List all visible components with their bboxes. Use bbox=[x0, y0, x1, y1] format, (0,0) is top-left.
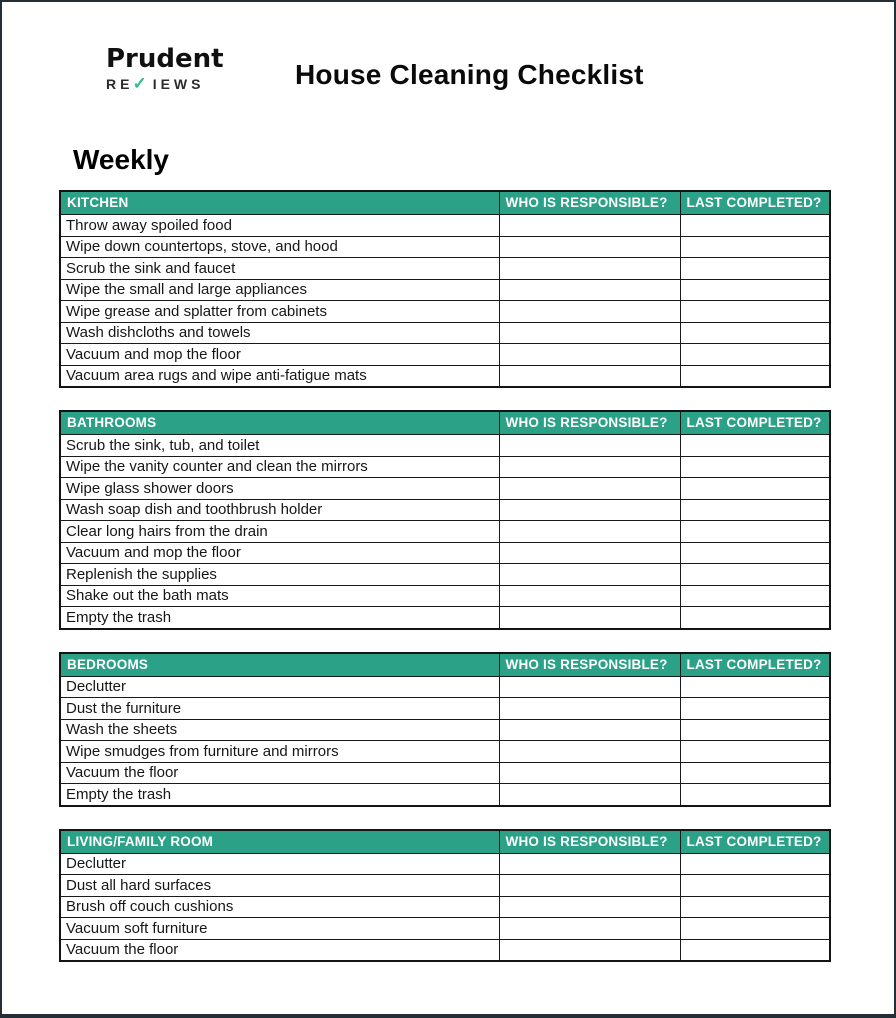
checkmark-icon: ✓ bbox=[132, 74, 151, 93]
section-header-cell: LIVING/FAMILY ROOM bbox=[60, 830, 499, 854]
last-cell bbox=[680, 435, 830, 457]
table-row bbox=[60, 435, 830, 457]
who-cell bbox=[499, 607, 680, 629]
table-row bbox=[60, 258, 830, 280]
task-cell: Wipe down countertops, stove, and hood bbox=[60, 236, 499, 258]
table-row bbox=[60, 875, 830, 897]
last-cell bbox=[680, 258, 830, 280]
who-cell bbox=[499, 365, 680, 387]
who-cell bbox=[499, 542, 680, 564]
last-cell bbox=[680, 676, 830, 698]
last-header-cell: LAST COMPLETED? bbox=[680, 830, 830, 854]
who-cell bbox=[499, 698, 680, 720]
task-cell: Replenish the supplies bbox=[60, 564, 499, 586]
last-cell bbox=[680, 853, 830, 875]
last-cell bbox=[680, 456, 830, 478]
who-cell bbox=[499, 258, 680, 280]
table-row bbox=[60, 564, 830, 586]
table-header-row bbox=[60, 191, 830, 215]
logo-reviews-suffix: IEWS bbox=[152, 75, 205, 92]
table-row bbox=[60, 456, 830, 478]
task-cell: Empty the trash bbox=[60, 607, 499, 629]
last-cell bbox=[680, 585, 830, 607]
who-cell bbox=[499, 719, 680, 741]
logo-brand-name: Prudent bbox=[106, 44, 224, 74]
checklist-table-living-family-room bbox=[59, 829, 831, 963]
task-cell: Empty the trash bbox=[60, 784, 499, 806]
tables bbox=[59, 190, 829, 984]
last-cell bbox=[680, 344, 830, 366]
table-header-row bbox=[60, 830, 830, 854]
last-cell bbox=[680, 719, 830, 741]
table-row bbox=[60, 236, 830, 258]
task-cell: Vacuum area rugs and wipe anti-fatigue mats bbox=[60, 365, 499, 387]
who-cell bbox=[499, 875, 680, 897]
table-row bbox=[60, 853, 830, 875]
who-cell bbox=[499, 456, 680, 478]
table-row bbox=[60, 344, 830, 366]
table-row bbox=[60, 585, 830, 607]
who-cell bbox=[499, 521, 680, 543]
task-cell: Wash dishcloths and towels bbox=[60, 322, 499, 344]
last-cell bbox=[680, 698, 830, 720]
last-cell bbox=[680, 478, 830, 500]
last-cell bbox=[680, 918, 830, 940]
who-cell bbox=[499, 499, 680, 521]
table-header-row bbox=[60, 653, 830, 677]
task-cell: Vacuum the floor bbox=[60, 762, 499, 784]
table-row bbox=[60, 215, 830, 237]
task-cell: Clear long hairs from the drain bbox=[60, 521, 499, 543]
section-header-cell: BATHROOMS bbox=[60, 411, 499, 435]
who-cell bbox=[499, 585, 680, 607]
task-cell: Scrub the sink and faucet bbox=[60, 258, 499, 280]
last-cell bbox=[680, 875, 830, 897]
table-row bbox=[60, 607, 830, 629]
who-cell bbox=[499, 564, 680, 586]
task-cell: Declutter bbox=[60, 853, 499, 875]
task-cell: Brush off couch cushions bbox=[60, 896, 499, 918]
task-cell: Shake out the bath mats bbox=[60, 585, 499, 607]
who-cell bbox=[499, 279, 680, 301]
who-cell bbox=[499, 853, 680, 875]
task-cell: Wipe glass shower doors bbox=[60, 478, 499, 500]
who-cell bbox=[499, 478, 680, 500]
table-row bbox=[60, 784, 830, 806]
who-cell bbox=[499, 762, 680, 784]
task-cell: Vacuum and mop the floor bbox=[60, 344, 499, 366]
task-cell: Vacuum the floor bbox=[60, 939, 499, 961]
table-row bbox=[60, 322, 830, 344]
table-row bbox=[60, 478, 830, 500]
logo-reviews-line bbox=[106, 75, 224, 92]
who-header-cell: WHO IS RESPONSIBLE? bbox=[499, 653, 680, 677]
table-header-row bbox=[60, 411, 830, 435]
table-row bbox=[60, 698, 830, 720]
table-row bbox=[60, 365, 830, 387]
who-cell bbox=[499, 344, 680, 366]
checklist-table-bedrooms bbox=[59, 652, 831, 807]
last-cell bbox=[680, 215, 830, 237]
last-cell bbox=[680, 301, 830, 323]
section-header-cell: KITCHEN bbox=[60, 191, 499, 215]
who-cell bbox=[499, 236, 680, 258]
task-cell: Scrub the sink, tub, and toilet bbox=[60, 435, 499, 457]
who-header-cell: WHO IS RESPONSIBLE? bbox=[499, 191, 680, 215]
who-cell bbox=[499, 301, 680, 323]
task-cell: Wipe the vanity counter and clean the mirrors bbox=[60, 456, 499, 478]
task-cell: Dust the furniture bbox=[60, 698, 499, 720]
table-row bbox=[60, 918, 830, 940]
table-row bbox=[60, 896, 830, 918]
task-cell: Wash the sheets bbox=[60, 719, 499, 741]
who-cell bbox=[499, 676, 680, 698]
last-cell bbox=[680, 365, 830, 387]
last-cell bbox=[680, 741, 830, 763]
table-row bbox=[60, 521, 830, 543]
table-row bbox=[60, 719, 830, 741]
who-cell bbox=[499, 784, 680, 806]
last-cell bbox=[680, 521, 830, 543]
last-cell bbox=[680, 762, 830, 784]
last-cell bbox=[680, 564, 830, 586]
logo-reviews-prefix: RE bbox=[106, 75, 134, 92]
who-header-cell: WHO IS RESPONSIBLE? bbox=[499, 411, 680, 435]
table-row bbox=[60, 762, 830, 784]
table-row bbox=[60, 939, 830, 961]
who-cell bbox=[499, 741, 680, 763]
table-row bbox=[60, 499, 830, 521]
task-cell: Throw away spoiled food bbox=[60, 215, 499, 237]
last-cell bbox=[680, 896, 830, 918]
last-cell bbox=[680, 542, 830, 564]
task-cell: Wipe grease and splatter from cabinets bbox=[60, 301, 499, 323]
page-title: House Cleaning Checklist bbox=[295, 59, 644, 90]
last-cell bbox=[680, 322, 830, 344]
table-row bbox=[60, 279, 830, 301]
who-cell bbox=[499, 322, 680, 344]
last-header-cell: LAST COMPLETED? bbox=[680, 411, 830, 435]
who-cell bbox=[499, 918, 680, 940]
who-cell bbox=[499, 896, 680, 918]
task-cell: Dust all hard surfaces bbox=[60, 875, 499, 897]
last-header-cell: LAST COMPLETED? bbox=[680, 191, 830, 215]
last-header-cell: LAST COMPLETED? bbox=[680, 653, 830, 677]
task-cell: Wash soap dish and toothbrush holder bbox=[60, 499, 499, 521]
who-cell bbox=[499, 939, 680, 961]
who-cell bbox=[499, 435, 680, 457]
checklist-table-bathrooms bbox=[59, 410, 831, 630]
table-row bbox=[60, 301, 830, 323]
last-cell bbox=[680, 607, 830, 629]
weekly-section-heading: Weekly bbox=[73, 144, 169, 175]
table-row bbox=[60, 741, 830, 763]
prudent-reviews-logo bbox=[106, 46, 224, 92]
task-cell: Vacuum and mop the floor bbox=[60, 542, 499, 564]
table-row bbox=[60, 676, 830, 698]
task-cell: Wipe smudges from furniture and mirrors bbox=[60, 741, 499, 763]
last-cell bbox=[680, 279, 830, 301]
who-header-cell: WHO IS RESPONSIBLE? bbox=[499, 830, 680, 854]
checklist-table-kitchen bbox=[59, 190, 831, 388]
last-cell bbox=[680, 499, 830, 521]
section-header-cell: BEDROOMS bbox=[60, 653, 499, 677]
task-cell: Vacuum soft furniture bbox=[60, 918, 499, 940]
task-cell: Declutter bbox=[60, 676, 499, 698]
task-cell: Wipe the small and large appliances bbox=[60, 279, 499, 301]
last-cell bbox=[680, 236, 830, 258]
who-cell bbox=[499, 215, 680, 237]
last-cell bbox=[680, 784, 830, 806]
last-cell bbox=[680, 939, 830, 961]
table-row bbox=[60, 542, 830, 564]
